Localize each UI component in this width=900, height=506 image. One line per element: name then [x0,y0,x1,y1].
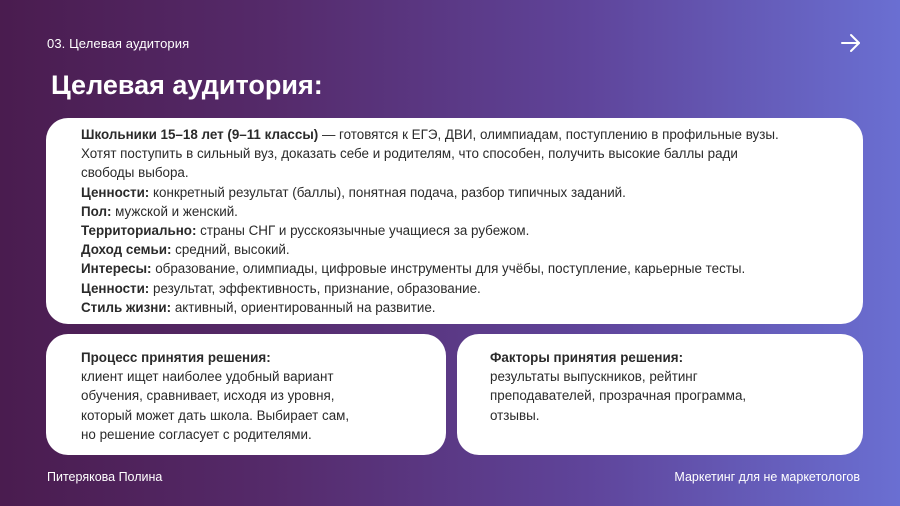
row-value: результат, эффективность, признание, образование. [149,280,481,296]
row-label: Стиль жизни: [81,299,172,315]
row-label: Ценности: [81,184,150,200]
audience-row-values [81,183,843,202]
audience-row-gender [81,202,843,221]
row-value: страны СНГ и русскоязычные учащиеся за рубежом. [196,223,530,239]
decision-factors-line: преподавателей, прозрачная программа, [490,388,747,404]
audience-card [46,118,863,324]
audience-intro-heading: Школьники 15–18 лет (9–11 классы) [81,127,319,142]
row-label: Ценности: [81,280,150,296]
row-label: Интересы: [81,261,152,277]
footer-author: Питерякова Полина [47,470,163,484]
row-value: конкретный результат (баллы), понятная подача, разбор типичных заданий. [149,184,626,200]
decision-process-line: который может дать школа. Выбирает сам, [81,407,350,423]
row-label: Пол: [81,203,112,219]
audience-row-territory [81,221,843,240]
decision-factors-card [457,334,863,455]
audience-intro [81,125,843,144]
decision-factors-line: отзывы. [490,407,540,423]
audience-row-income [81,240,843,259]
row-value: мужской и женский. [111,203,238,219]
row-label: Доход семьи: [81,242,172,258]
row-value: образование, олимпиады, цифровые инструменты для учёбы, поступление, карьерные тесты. [151,261,746,277]
row-value: средний, высокий. [171,242,290,258]
arrow-right-icon[interactable] [840,33,862,53]
audience-intro-text: — готовятся к ЕГЭ, ДВИ, олимпиадам, поступлению в профильные вузы. [318,127,779,142]
decision-factors-line: результаты выпускников, рейтинг [490,369,698,385]
decision-process-line: клиент ищет наиболее удобный вариант [81,369,334,385]
page-title: Целевая аудитория: [51,70,323,100]
audience-intro-line: свободы выбора. [81,165,189,181]
breadcrumb: 03. Целевая аудитория [47,36,190,51]
row-label: Территориально: [81,223,197,239]
decision-factors-heading: Факторы принятия решения: [490,350,684,365]
row-value: активный, ориентированный на развитие. [171,299,436,315]
audience-row-lifestyle [81,298,843,317]
audience-row-interests [81,259,843,278]
decision-process-heading: Процесс принятия решения: [81,350,271,365]
footer-course: Маркетинг для не маркетологов [674,470,860,484]
decision-process-line: обучения, сравнивает, исходя из уровня, [81,388,335,404]
decision-process-card [46,334,446,455]
audience-intro-line: Хотят поступить в сильный вуз, доказать себе и родителям, что способен, получить высокие баллы ради [81,146,738,162]
audience-row-values-2 [81,279,843,298]
decision-process-line: но решение согласует с родителями. [81,426,312,442]
